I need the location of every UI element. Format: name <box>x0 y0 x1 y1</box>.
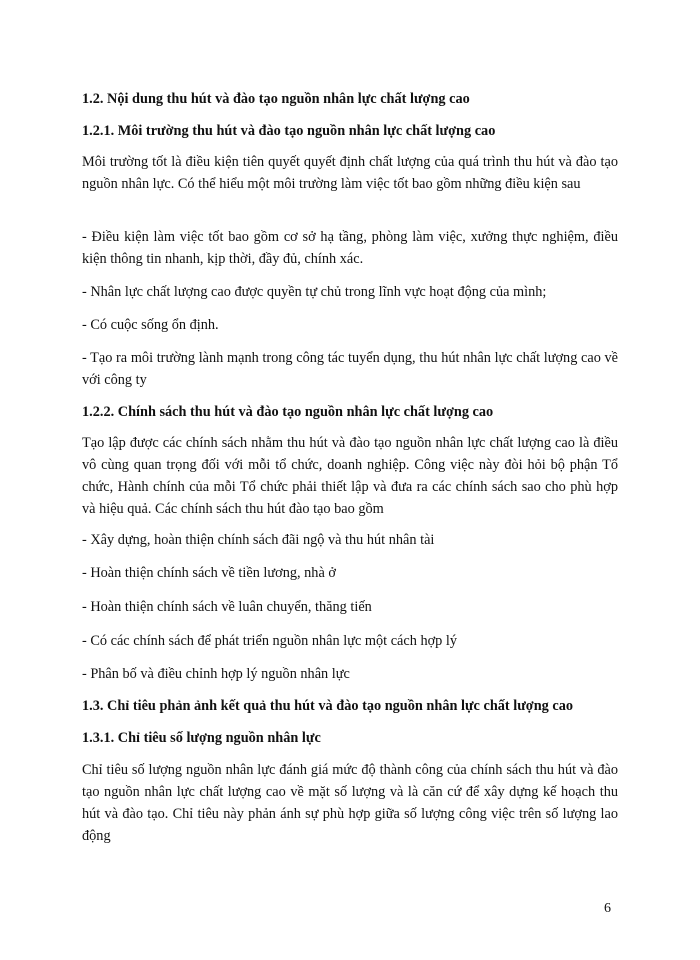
heading-1-2: 1.2. Nội dung thu hút và đào tạo nguồn nhân lực chất lượng cao <box>82 91 470 107</box>
list-item-policy-3: - Hoàn thiện chính sách về luân chuyển, thăng tiến <box>82 599 372 615</box>
list-item-policy-4: - Có các chính sách để phát triển nguồn nhân lực một cách hợp lý <box>82 633 457 649</box>
heading-1-3: 1.3. Chỉ tiêu phản ảnh kết quả thu hút và đào tạo nguồn nhân lực chất lượng cao <box>82 698 574 714</box>
heading-1-2-2: 1.2.2. Chính sách thu hút và đào tạo nguồn nhân lực chất lượng cao <box>82 404 494 420</box>
list-item-env-1: - Điều kiện làm việc tốt bao gồm cơ sở hạ tầng, phòng làm việc, xưởng thực nghiệm, điều kiện thông tin nhanh, kịp thời, đầy đủ, chính xác. <box>82 229 618 267</box>
paragraph-environment-intro: Môi trường tốt là điều kiện tiên quyết quyết định chất lượng của quá trình thu hút và đào tạo nguồn nhân lực. Có thể hiểu một môi trường làm việc tốt bao gồm những điều kiện sau <box>82 154 618 192</box>
heading-1-3-1: 1.3.1. Chỉ tiêu số lượng nguồn nhân lực <box>82 730 321 746</box>
list-item-env-4: - Tạo ra môi trường lành mạnh trong công tác tuyển dụng, thu hút nhân lực chất lượng cao về với công ty <box>82 350 618 388</box>
list-item-policy-5: - Phân bố và điều chỉnh hợp lý nguồn nhân lực <box>82 666 350 682</box>
list-item-env-2: - Nhân lực chất lượng cao được quyền tự chủ trong lĩnh vực hoạt động của mình; <box>82 284 547 300</box>
paragraph-quantity: Chỉ tiêu số lượng nguồn nhân lực đánh giá mức độ thành công của chính sách thu hút và đào tạo nguồn nhân lực chất lượng cao về mặt số lượng và là căn cứ để xây dựng kế hoạch thu hút và đào tạo. Chỉ tiêu này phản ánh sự phù hợp giữa số lượng công việc trên số lượng lao động <box>82 762 618 844</box>
list-item-policy-2: - Hoàn thiện chính sách về tiền lương, nhà ở <box>82 565 336 581</box>
paragraph-policy-intro: Tạo lập được các chính sách nhằm thu hút và đào tạo nguồn nhân lực chất lượng cao là điều vô cùng quan trọng đối với mỗi tổ chức, doanh nghiệp. Công việc này đòi hỏi bộ phận Tổ chức, Hành chính của mỗi Tổ chức phải thiết lập và đưa ra các chính sách sao cho phù hợp và hiệu quả. Các chính sách thu hút đào tạo bao gồm <box>82 435 618 517</box>
list-item-env-3: - Có cuộc sống ổn định. <box>82 317 219 333</box>
list-item-policy-1: - Xây dựng, hoàn thiện chính sách đãi ngộ và thu hút nhân tài <box>82 532 435 548</box>
heading-1-2-1: 1.2.1. Môi trường thu hút và đào tạo nguồn nhân lực chất lượng cao <box>82 123 496 139</box>
page-number: 6 <box>604 901 611 916</box>
